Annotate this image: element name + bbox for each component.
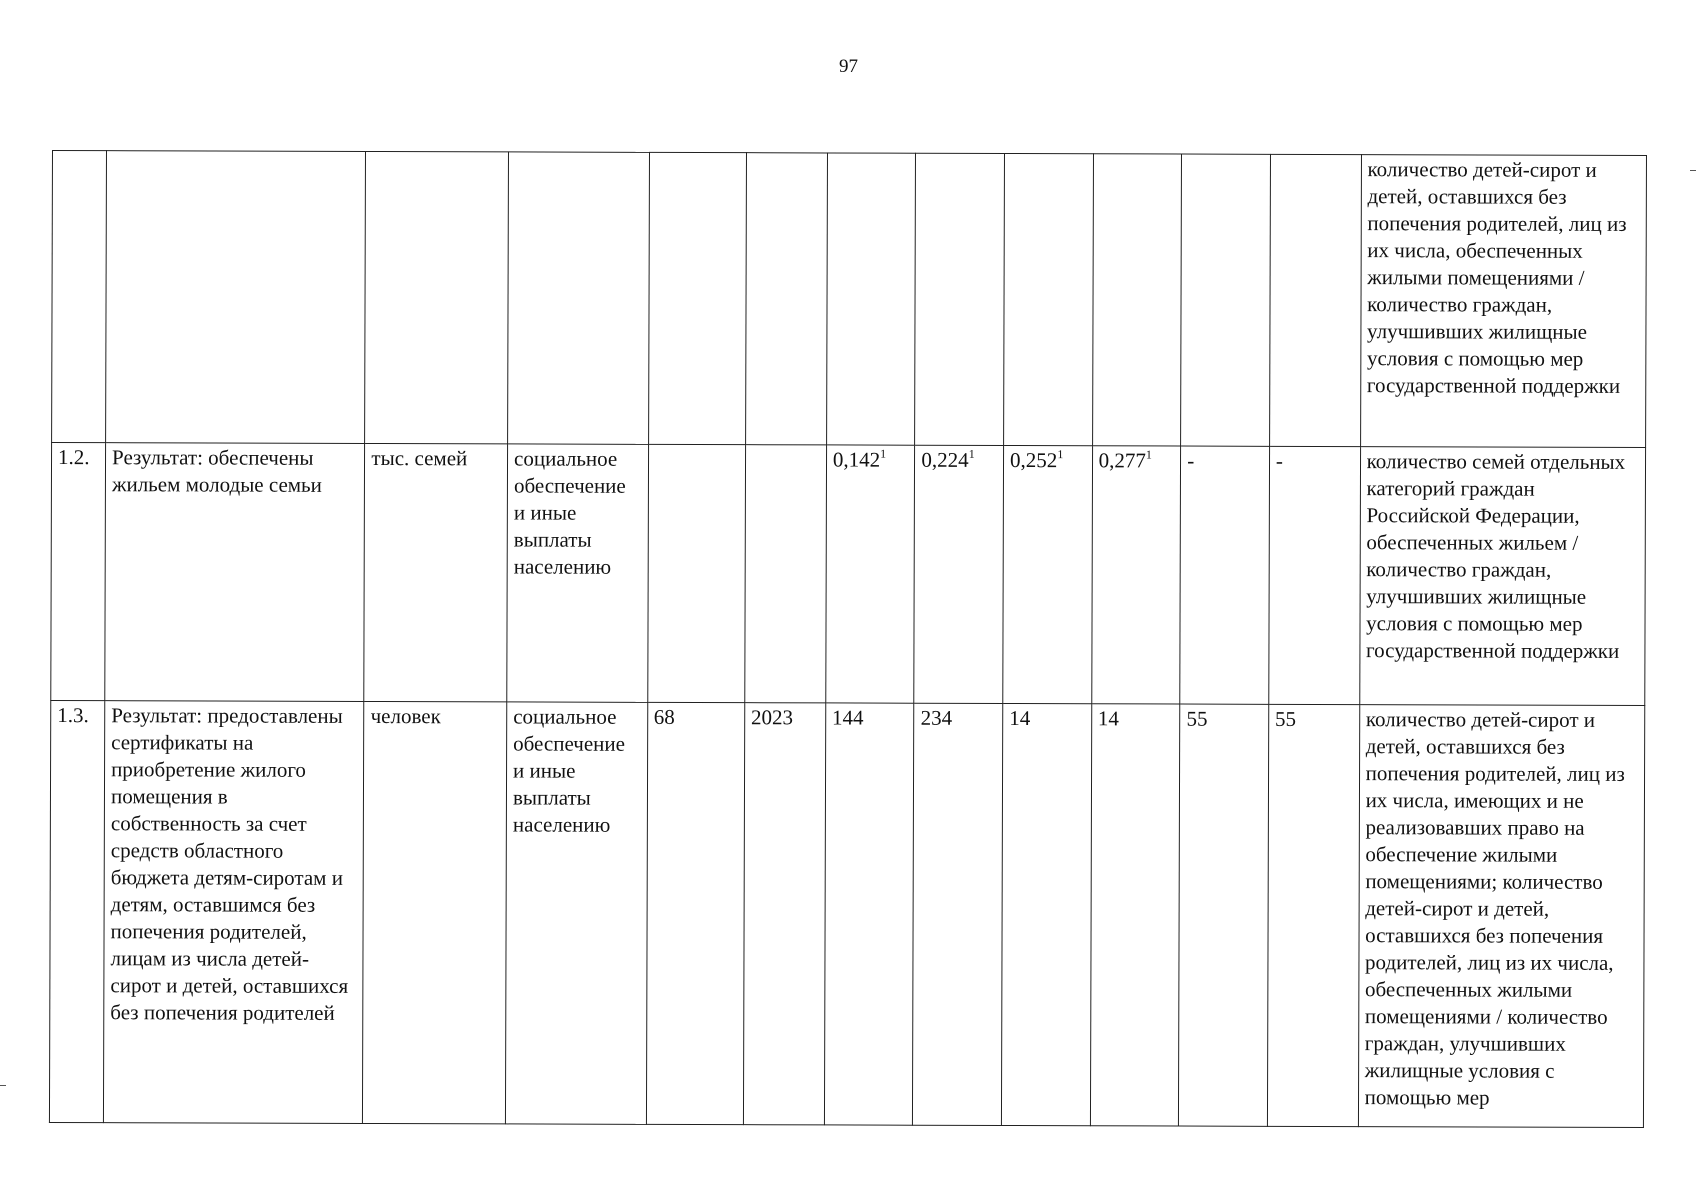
indicator-relation: количество семей отдельных категорий граждан Российской Федерации, обеспеченных жильем / количество граждан, улучшивших жилищные условия с помощью мер государственной поддержки bbox=[1359, 447, 1645, 706]
table-row bbox=[52, 151, 1647, 448]
value-3 bbox=[1004, 153, 1094, 445]
value-1: 0,142$^1$ bbox=[826, 445, 915, 703]
value-4: 0,277$^1$ bbox=[1091, 446, 1180, 704]
result-name: Результат: обеспечены жильем молодые семьи bbox=[105, 443, 365, 702]
page-number: 97 bbox=[839, 56, 858, 77]
value-2 bbox=[915, 153, 1005, 445]
base-value: 68 bbox=[646, 702, 745, 1124]
value-3: 14 bbox=[1001, 703, 1091, 1125]
row-number bbox=[52, 151, 107, 443]
base-year bbox=[745, 153, 827, 445]
scan-margin-mark bbox=[0, 1085, 6, 1086]
result-type: социальное обеспечение и иные выплаты населению bbox=[505, 702, 647, 1124]
row-number: 1.3. bbox=[49, 700, 104, 1122]
value-2: 234 bbox=[913, 703, 1003, 1125]
value-5 bbox=[1181, 154, 1271, 446]
indicator-table-wrapper bbox=[49, 150, 1647, 1128]
value-5: 55 bbox=[1179, 704, 1269, 1126]
indicator-relation: количество детей-сирот и детей, оставшихся без попечения родителей, лиц из их числа, имеющих и не реализовавших право на обеспечение жилыми помещениями; количество детей-сирот и детей, оставшихся без попечения родителей, лиц из их числа, обеспеченных жилыми помещениями / количество граждан, улучшивших жилищные условия с помощью мер bbox=[1358, 705, 1645, 1128]
unit bbox=[365, 151, 509, 443]
result-name bbox=[106, 151, 366, 444]
unit: человек bbox=[363, 701, 507, 1123]
result-name: Результат: предоставлены сертификаты на приобретение жилого помещения в собственность за счет средств областного бюджета детям-сиротам и детям, оставшимся без попечения родителей, лицам из числа детей-сирот и детей, оставшихся без попечения родителей bbox=[103, 701, 364, 1124]
value-4: 14 bbox=[1090, 704, 1180, 1126]
value-5: - bbox=[1180, 446, 1269, 704]
scan-margin-mark bbox=[1690, 170, 1696, 171]
base-year bbox=[745, 445, 827, 703]
base-year: 2023 bbox=[743, 703, 825, 1125]
value-4 bbox=[1092, 154, 1182, 446]
row-number: 1.2. bbox=[51, 443, 106, 701]
value-6: 55 bbox=[1267, 704, 1359, 1126]
value-6 bbox=[1269, 154, 1361, 446]
value-3: 0,252$^1$ bbox=[1003, 445, 1092, 703]
result-type: социальное обеспечение и иные выплаты населению bbox=[507, 444, 648, 702]
value-1 bbox=[826, 153, 916, 445]
indicator-relation: количество детей-сирот и детей, оставшихся без попечения родителей, лиц из их числа, обеспеченных жилыми помещениями / количество граждан, улучшивших жилищные условия с помощью мер государственной поддержки bbox=[1360, 155, 1646, 448]
result-type bbox=[508, 152, 649, 444]
value-2: 0,224$^1$ bbox=[914, 445, 1003, 703]
table-row bbox=[49, 700, 1644, 1127]
table-row bbox=[51, 443, 1646, 706]
indicator-table bbox=[49, 150, 1647, 1128]
base-value bbox=[648, 152, 746, 444]
base-value bbox=[647, 444, 745, 702]
unit: тыс. семей bbox=[364, 443, 507, 701]
value-1: 144 bbox=[824, 703, 914, 1125]
value-6: - bbox=[1269, 446, 1361, 704]
